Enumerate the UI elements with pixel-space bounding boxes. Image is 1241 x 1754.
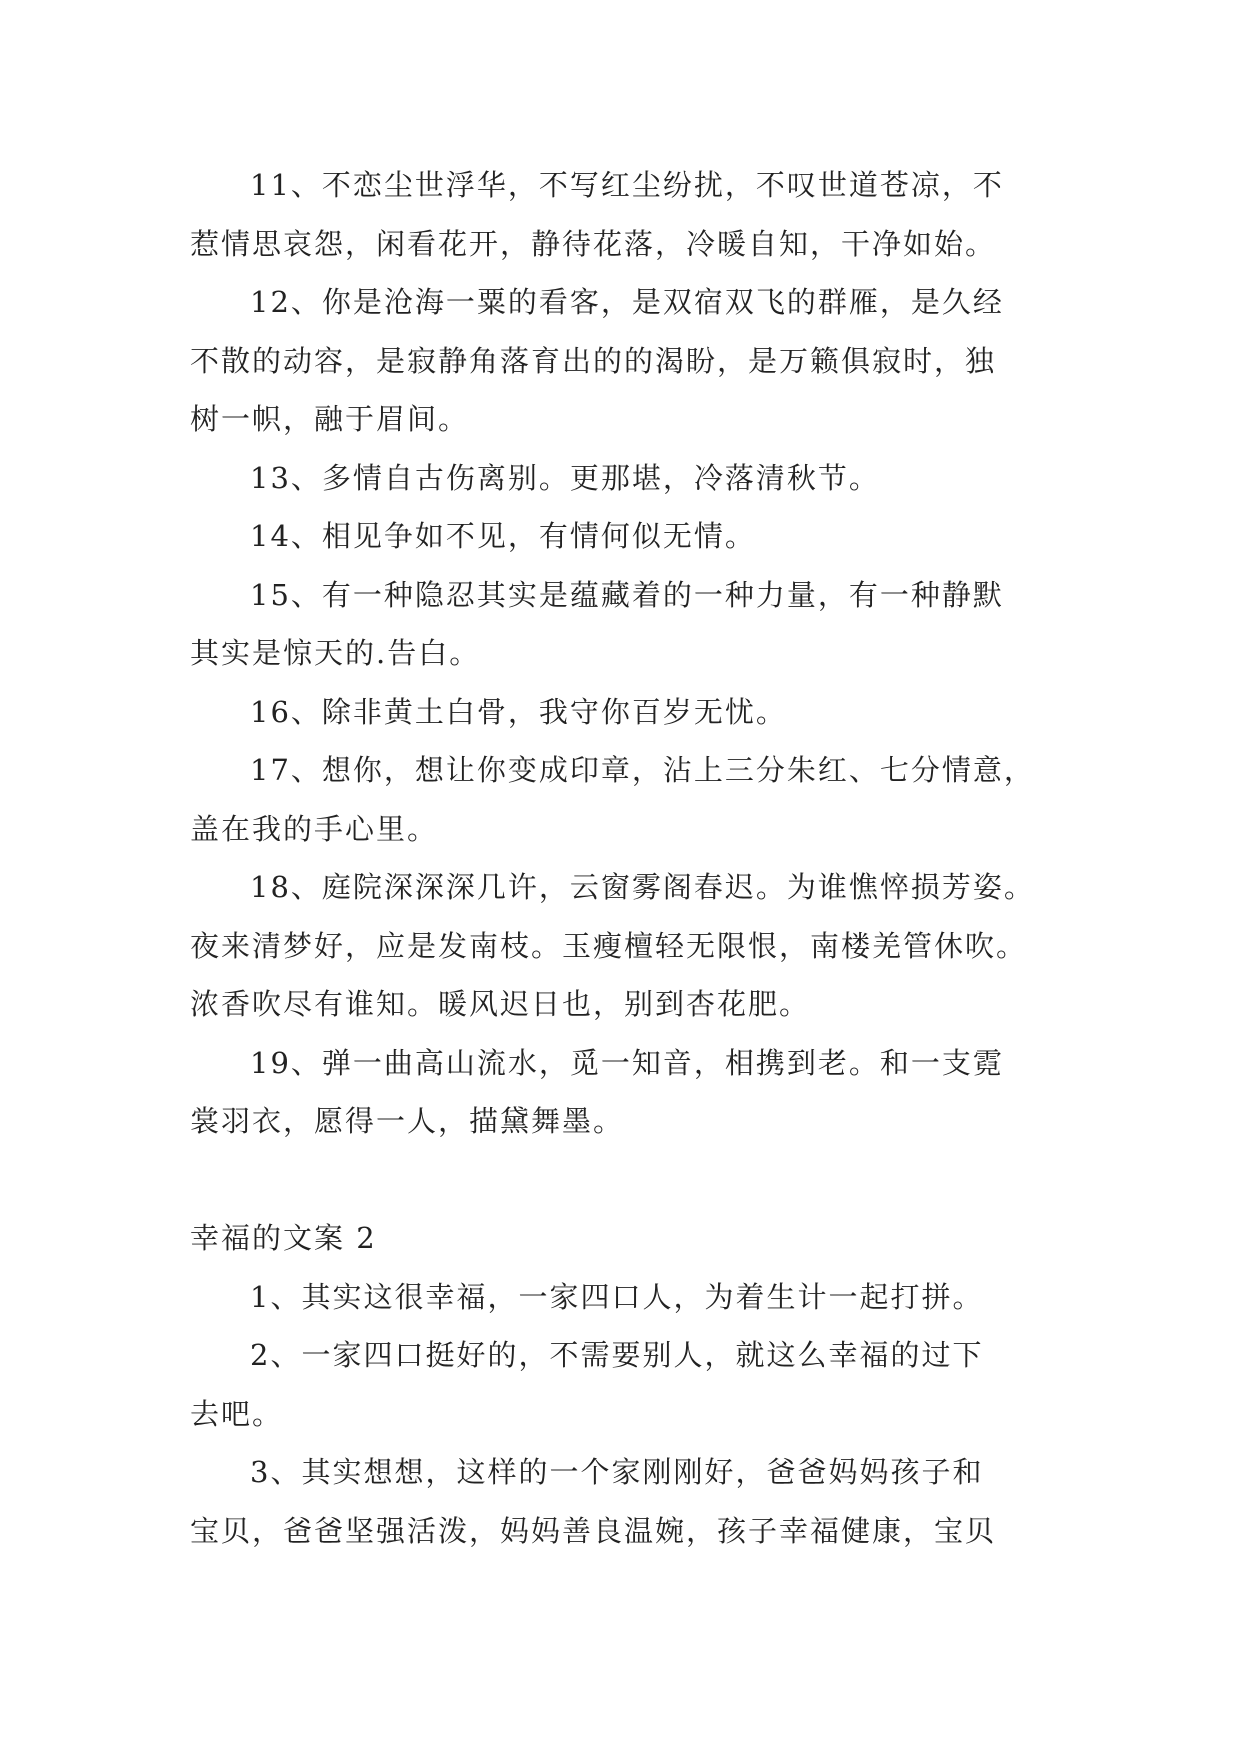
paragraph-line: 3、其实想想，这样的一个家刚刚好，爸爸妈妈孩子和 bbox=[250, 1455, 984, 1489]
paragraph-line: 17、想你，想让你变成印章，沾上三分朱红、七分情意， bbox=[250, 753, 1035, 787]
paragraph-line: 裳羽衣，愿得一人，描黛舞墨。 bbox=[190, 1104, 625, 1138]
paragraph-line: 夜来清梦好，应是发南枝。玉瘦檀轻无限恨，南楼羌管休吹。 bbox=[190, 928, 1028, 963]
paragraph-line: 14、相见争如不见，有情何似无情。 bbox=[250, 519, 756, 553]
paragraph-line: 浓香吹尽有谁知。暖风迟日也，别到杏花肥。 bbox=[190, 987, 811, 1021]
section-heading: 幸福的文案 2 bbox=[190, 1221, 377, 1255]
section-spacer bbox=[190, 1151, 1060, 1210]
paragraph-line: 其实是惊天的.告白。 bbox=[190, 636, 481, 670]
paragraph-line: 去吧。 bbox=[190, 1396, 284, 1431]
paragraph-line: 盖在我的手心里。 bbox=[190, 811, 439, 846]
paragraph-line: 11、不恋尘世浮华，不写红尘纷扰，不叹世道苍凉，不 bbox=[250, 168, 1004, 202]
paragraph-line: 12、你是沧海一粟的看客，是双宿双飞的群雁，是久经 bbox=[250, 285, 1004, 319]
paragraph-line: 19、弹一曲高山流水，觅一知音，相携到老。和一支霓 bbox=[250, 1045, 1004, 1080]
paragraph-line: 18、庭院深深深几许，云窗雾阁春迟。为谁憔悴损芳姿。 bbox=[250, 870, 1035, 904]
document-page bbox=[190, 156, 1060, 1560]
paragraph-line: 1、其实这很幸福，一家四口人，为着生计一起打拼。 bbox=[250, 1279, 984, 1314]
paragraph-line: 2、一家四口挺好的，不需要别人，就这么幸福的过下 bbox=[250, 1338, 984, 1372]
paragraph-line: 不散的动容，是寂静角落育出的的渴盼，是万籁俱寂时，独 bbox=[190, 343, 997, 378]
paragraph-line: 13、多情自古伤离别。更那堪，冷落清秋节。 bbox=[250, 460, 880, 495]
paragraph-line: 16、除非黄土白骨，我守你百岁无忧。 bbox=[250, 694, 787, 729]
paragraph-line: 15、有一种隐忍其实是蕴藏着的一种力量，有一种静默 bbox=[250, 577, 1004, 612]
paragraph-line: 惹情思哀怨，闲看花开，静待花落，冷暖自知，干净如始。 bbox=[190, 226, 997, 261]
paragraph-line: 宝贝，爸爸坚强活泼，妈妈善良温婉，孩子幸福健康，宝贝 bbox=[190, 1513, 997, 1548]
paragraph-line: 树一帜，融于眉间。 bbox=[190, 402, 470, 436]
